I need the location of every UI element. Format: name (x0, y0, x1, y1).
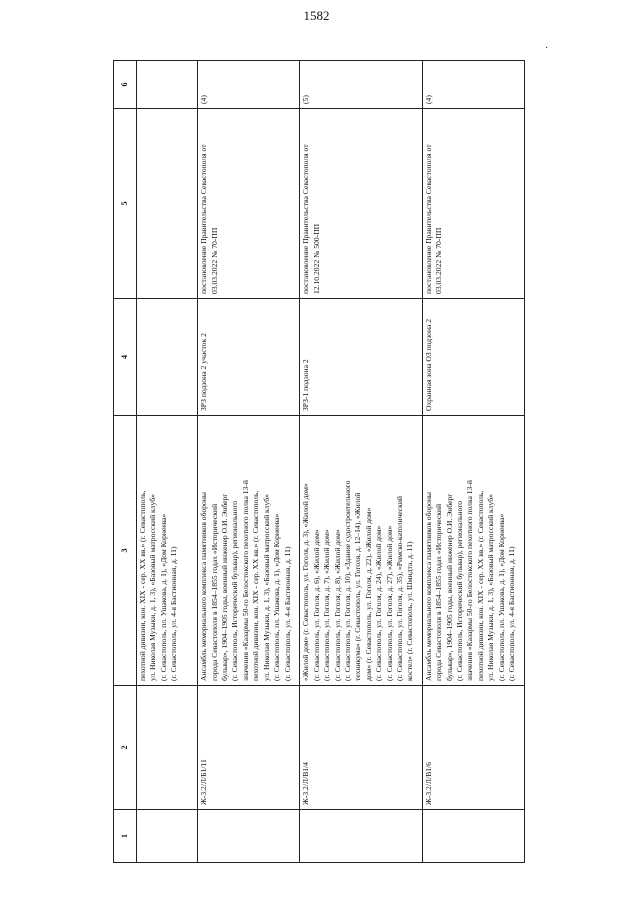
description-line: (г. Севастополь, пл. Ушакова, д. 1), «Дом Корнеева» (272, 513, 282, 681)
cell-document: постановление Правительства Севастополя от 12.10.2022 № 500-ПП (300, 109, 423, 299)
cell-zone (137, 299, 198, 416)
description-line: (г. Севастополь, ул. Гоголя, д. 6), «Жилой дом» (311, 529, 321, 681)
description-line: пехотной дивизии, кон. XIX - сер. XX вв.» (г. Севастополь, (251, 490, 261, 681)
description-line: (г. Севастополь, Исторический бульвар), регионального (230, 500, 240, 681)
description-line: (г. Севастополь, пл. Ушакова, д. 1), «Дом Корнеева» (158, 513, 168, 681)
stray-mark: · (545, 43, 549, 54)
description-line: (г. Севастополь, ул. 4-я Бастионная, д. 11) (507, 546, 517, 681)
header-col-1: 1 (114, 810, 137, 863)
description-line: (г. Севастополь, ул. Гоголя, д. 10), «Здание судостроительного (342, 480, 352, 681)
table-row (198, 61, 300, 863)
header-col-4: 4 (114, 299, 137, 416)
cell-zone: Охранная зона ОЗ подзона 2 (422, 299, 524, 416)
cell-code: Ж-3.2/Л/В1/6 (422, 686, 524, 810)
description-line: (г. Севастополь, ул. Гоголя, д. 7), «Жилой дом» (322, 529, 332, 681)
cell-note: (4) (422, 61, 524, 109)
description-line: бульвар», 1904–1905 годы, военный инженер О.И. Энберг (444, 493, 454, 681)
cell-note (137, 61, 198, 109)
page-number: 1582 (303, 8, 330, 23)
cell-description (300, 416, 423, 686)
cell-zone: ЗРЗ подзона 2 участок 2 (198, 299, 300, 416)
table-row (300, 61, 423, 863)
description-line: ул. Николая Музыки, д. 1, 3), «Базовый матросский клуб» (148, 494, 158, 681)
description-line: города Севастополя в 1854–1855 годах «Исторический (434, 503, 444, 681)
table-row (422, 61, 524, 863)
table-row (137, 61, 198, 863)
cell-number (198, 810, 300, 863)
description-line: Ансамбль мемориального комплекса памятников обороны (423, 491, 433, 681)
cell-code: Ж-3.2/Л/Б1/11 (198, 686, 300, 810)
description-line: (г. Севастополь, ул. Гоголя, д. 27), «Жилой дом» (384, 525, 394, 681)
cell-description (198, 416, 300, 686)
description-line: (г. Севастополь, ул. Гоголя, д. 24), «Жилой дом» (374, 525, 384, 681)
header-col-5: 5 (114, 109, 137, 299)
description-line: значения «Казармы 50-го Белостокского пехотного полка 13-й (465, 480, 475, 681)
cell-note: (5) (300, 61, 423, 109)
cell-description (137, 416, 198, 686)
description-line: дом» (г. Севастополь, ул. Гоголя, д. 22), «Жилой дом» (363, 507, 373, 681)
description-line: пехотной дивизии, кон. XIX - сер. XX вв.» (г. Севастополь, (138, 490, 147, 681)
table-body (137, 61, 525, 863)
description-line: костел» (г. Севастополь, ул. Шмидта, д. 11) (405, 541, 415, 681)
description-line: (г. Севастополь, пл. Ушакова, д. 1), «Дом Корнеева» (496, 513, 506, 681)
description-line: значения «Казармы 50-го Белостокского пехотного полка 13-й (240, 480, 250, 681)
description-line: (г. Севастополь, ул. 4-я Бастионная, д. 11) (169, 546, 179, 681)
cell-document: постановление Правительства Севастополя от 03.03.2022 № 70-ПП (422, 109, 524, 299)
header-col-3: 3 (114, 416, 137, 686)
description-line: техникума» (г. Севастополь, ул. Гоголя, д. 12–14), «Жилой (353, 492, 363, 681)
description-line: ул. Николая Музыки, д. 1, 3), «Базовый матросский клуб» (261, 494, 271, 681)
cell-description (422, 416, 524, 686)
cell-number (300, 810, 423, 863)
table-header-row (114, 61, 137, 863)
header-col-6: 6 (114, 61, 137, 109)
description-line: «Жилой дом» (г. Севастополь, ул. Гоголя, д. 3), «Жилой дом» (301, 483, 311, 681)
description-line: бульвар», 1904–1905 годы, военный инженер О.И. Энберг (220, 493, 230, 681)
description-line: города Севастополя в 1854–1855 годах «Исторический (209, 503, 219, 681)
description-line: (г. Севастополь, ул. Гоголя, д. 35), «Римско-католический (395, 496, 404, 681)
cell-zone: ЗРЗ-1 подзона 2 (300, 299, 423, 416)
description-line: (г. Севастополь, Исторический бульвар), регионального (455, 500, 465, 681)
cell-code (137, 686, 198, 810)
cell-number (422, 810, 524, 863)
header-col-2: 2 (114, 686, 137, 810)
cell-code: Ж-3.2/Л/В1/4 (300, 686, 423, 810)
description-line: (г. Севастополь, ул. Гоголя, д. 8), «Жилой дом» (332, 529, 342, 681)
cell-note: (4) (198, 61, 300, 109)
description-line: ул. Николая Музыки, д. 1, 3), «Базовый матросский клуб» (486, 494, 496, 681)
description-line: Ансамбль мемориального комплекса памятников обороны (199, 491, 209, 681)
description-line: пехотной дивизии, кон. XIX - сер. XX вв.» (г. Севастополь, (475, 490, 485, 681)
cell-document (137, 109, 198, 299)
rotated-table-wrapper (113, 61, 525, 863)
description-line: (г. Севастополь, ул. 4-я Бастионная, д. 11) (282, 546, 292, 681)
register-table (113, 60, 525, 863)
cell-number (137, 810, 198, 863)
cell-document: постановление Правительства Севастополя от 03.03.2022 № 70-ПП (198, 109, 300, 299)
